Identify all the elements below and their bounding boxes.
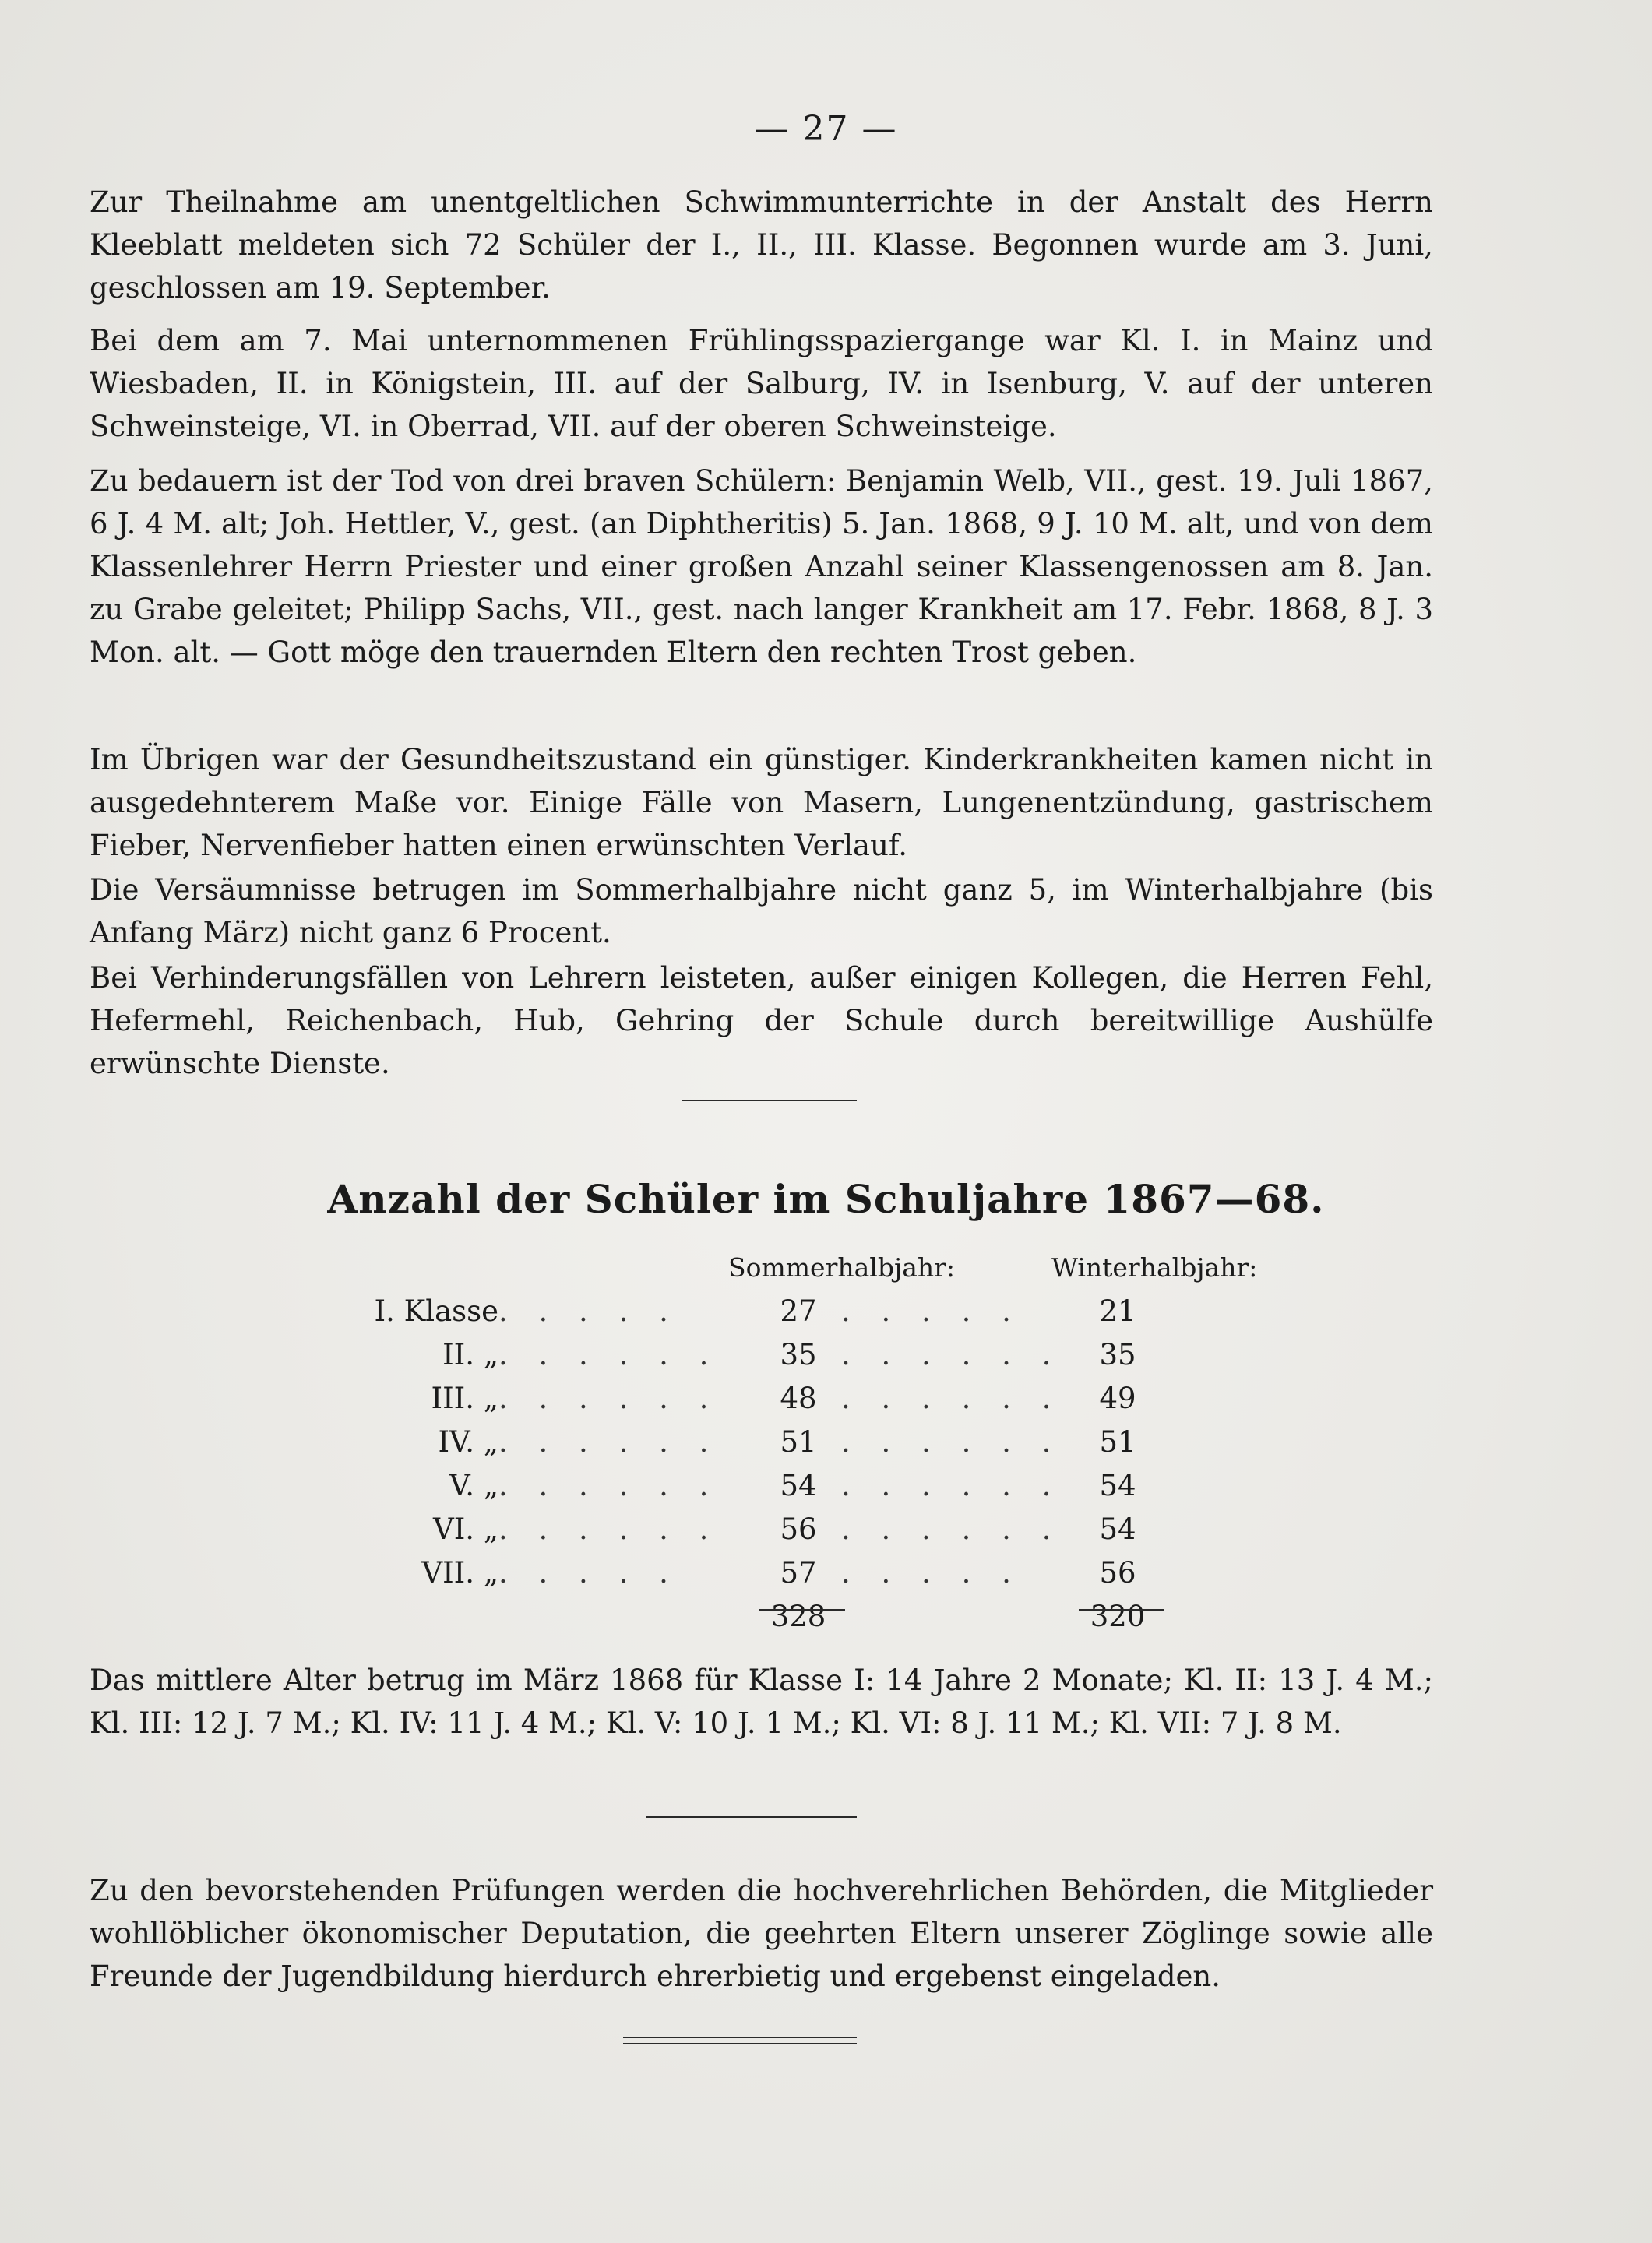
paragraph-spring-walk: Bei dem am 7. Mai unternommenen Frühlingsspaziergange war Kl. I. in Mainz und Wiesbaden, II. in Königstein, III. auf der Salburg, IV. in Isenburg, V. auf der unteren Schweinsteige, VI. in Oberrad, VII. auf der oberen Schweinsteige. [90,324,1433,443]
student-count-table [327,1289,1161,1638]
table-row [327,1420,1161,1463]
section-divider [646,1816,857,1818]
winter-count: 21 [1099,1294,1136,1328]
winter-count: 35 [1099,1337,1136,1372]
class-label: I. Klasse [374,1294,498,1328]
leader-dots: . . . . . . [841,1381,1062,1415]
leader-dots: . . . . . . [841,1512,1062,1546]
class-label: VI. „ [432,1512,498,1546]
class-label: IV. „ [438,1424,498,1459]
winter-count: 54 [1099,1512,1136,1546]
leader-dots: . . . . . . [498,1468,720,1502]
table-total-row [327,1594,1161,1638]
table-row [327,1289,1161,1333]
leader-dots: . . . . . [841,1294,1022,1328]
class-label: II. „ [442,1337,498,1372]
leader-dots: . . . . . . [498,1512,720,1546]
leader-dots: . . . . . . [498,1337,720,1372]
summer-count: 27 [780,1294,817,1328]
table-heading: Anzahl der Schüler im Schuljahre 1867—68. [327,1176,1325,1222]
paragraph-swimming: Zur Theilnahme am unentgeltlichen Schwimmunterrichte in der Anstalt des Herrn Kleeblatt meldeten sich 72 Schüler der I., II., III. Klasse. Begonnen wurde am 3. Juni, geschlossen am 19. September. [90,185,1433,305]
summer-total: 328 [770,1599,826,1633]
table-row [327,1551,1161,1594]
summer-count: 54 [780,1468,817,1502]
summer-count: 48 [780,1381,817,1415]
leader-dots: . . . . . [498,1555,679,1590]
class-label: III. „ [431,1381,498,1415]
paragraph-substitutes: Bei Verhinderungsfällen von Lehrern leisteten, außer einigen Kollegen, die Herren Fehl, Hefermehl, Reichenbach, Hub, Gehring der Schule durch bereitwillige Aushülfe erwünschte Dienste. [90,961,1433,1080]
column-header-summer: Sommerhalbjahr: [728,1252,956,1283]
table-row [327,1376,1161,1420]
leader-dots: . . . . . . [841,1468,1062,1502]
table-row [327,1507,1161,1551]
summer-count: 51 [780,1424,817,1459]
table-row [327,1463,1161,1507]
leader-dots: . . . . . . [841,1424,1062,1459]
summer-count: 35 [780,1337,817,1372]
column-header-winter: Winterhalbjahr: [1051,1252,1258,1283]
winter-total: 320 [1090,1599,1146,1633]
leader-dots: . . . . . . [498,1381,720,1415]
summer-count: 57 [780,1555,817,1590]
winter-count: 56 [1099,1555,1136,1590]
winter-count: 51 [1099,1424,1136,1459]
winter-sum-line [1079,1609,1164,1611]
winter-count: 49 [1099,1381,1136,1415]
paragraph-health: Im Übrigen war der Gesundheitszustand ein günstiger. Kinderkrankheiten kamen nicht in ausgedehnterem Maße vor. Einige Fälle von Masern, Lungenentzündung, gastrischem Fieber, Nervenfieber hatten einen erwünschten Verlauf. [90,743,1433,862]
section-divider [682,1100,857,1101]
page-number: — 27 — [754,109,898,149]
paragraph-invitation: Zu den bevorstehenden Prüfungen werden die hochverehrlichen Behörden, die Mitglieder wohllöblicher ökonomischer Deputation, die geehrten Eltern unserer Zöglinge sowie alle Freunde der Jugendbildung hierdurch ehrerbietig und ergebenst eingeladen. [90,1874,1433,1993]
table-row [327,1333,1161,1376]
class-label: V. „ [449,1468,498,1502]
closing-rule [623,2037,857,2038]
paragraph-average-age: Das mittlere Alter betrug im März 1868 für Klasse I: 14 Jahre 2 Monate; Kl. II: 13 J. 4 M.; Kl. III: 12 J. 7 M.; Kl. IV: 11 J. 4 M.; Kl. V: 10 J. 1 M.; Kl. VI: 8 J. 11 M.; Kl. VII: 7 J. 8 M. [90,1664,1433,1740]
leader-dots: . . . . . [498,1294,679,1328]
closing-rule [623,2043,857,2044]
winter-count: 54 [1099,1468,1136,1502]
leader-dots: . . . . . . [841,1337,1062,1372]
summer-sum-line [759,1609,845,1611]
summer-count: 56 [780,1512,817,1546]
paragraph-absences: Die Versäumnisse betrugen im Sommerhalbjahre nicht ganz 5, im Winterhalbjahre (bis Anfang März) nicht ganz 6 Procent. [90,873,1433,949]
leader-dots: . . . . . [841,1555,1022,1590]
paragraph-deaths: Zu bedauern ist der Tod von drei braven Schülern: Benjamin Welb, VII., gest. 19. Juli 1867, 6 J. 4 M. alt; Joh. Hettler, V., gest. (an Diphtheritis) 5. Jan. 1868, 9 J. 10 M. alt, und von dem Klassenlehrer Herrn Priester und einer großen Anzahl seiner Klassengenossen am 8. Jan. zu Grabe geleitet; Philipp Sachs, VII., gest. nach langer Krankheit am 17. Febr. 1868, 8 J. 3 Mon. alt. — Gott möge den trauernden Eltern den rechten Trost geben. [90,464,1433,669]
class-label: VII. „ [421,1555,498,1590]
leader-dots: . . . . . . [498,1424,720,1459]
